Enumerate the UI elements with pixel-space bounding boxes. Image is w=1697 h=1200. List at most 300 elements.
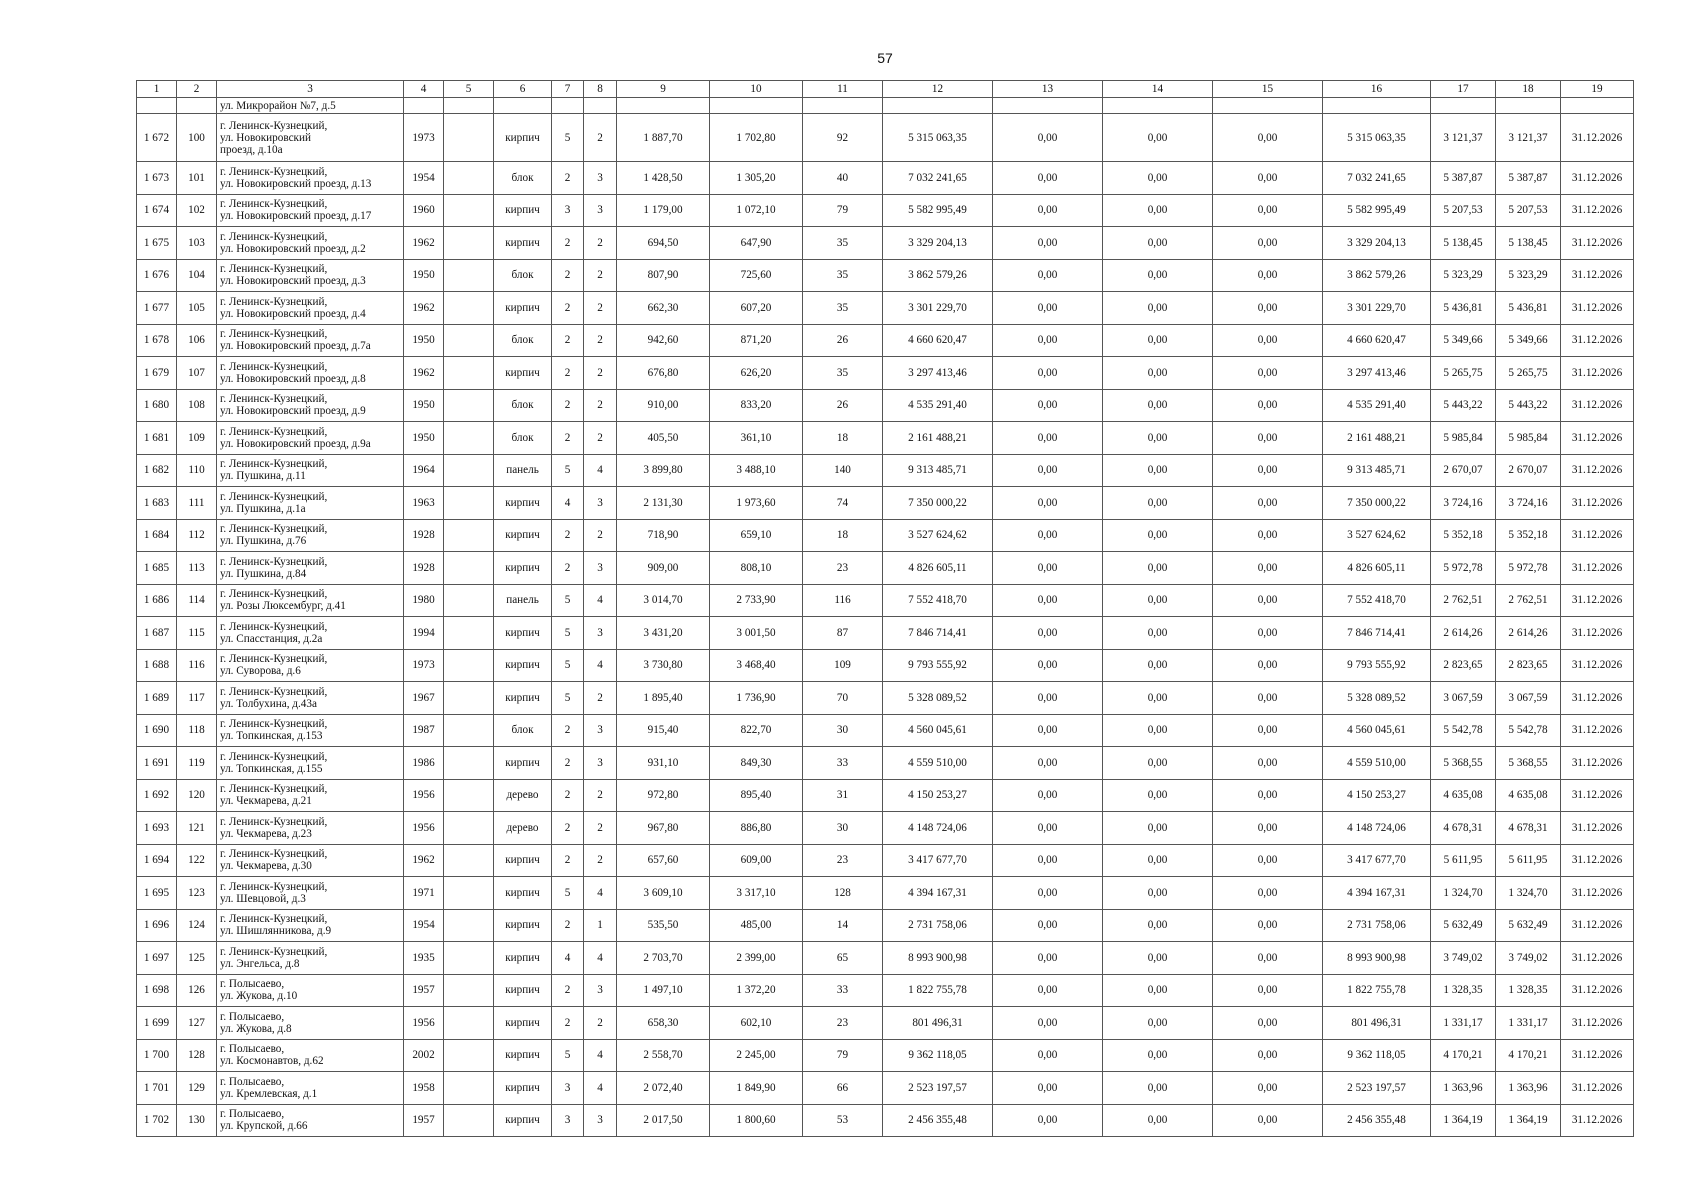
residents-cell: 140	[803, 454, 883, 487]
total-area-cell: 807,90	[617, 259, 710, 292]
floors-cell: 2	[552, 974, 584, 1007]
table-row	[137, 844, 1634, 877]
address-cell	[217, 909, 404, 942]
floors-cell: 3	[552, 1072, 584, 1105]
deadline-date-cell: 31.12.2026	[1561, 162, 1634, 195]
table-row	[137, 519, 1634, 552]
col-18-cell: 5 436,81	[1496, 292, 1561, 325]
row-index-cell: 100	[177, 114, 217, 162]
address-line: г. Ленинск-Кузнецкий,	[220, 295, 328, 308]
wall-material-cell: блок	[494, 389, 552, 422]
col-16-cell: 4 560 045,61	[1323, 714, 1431, 747]
col-16-cell: 9 362 118,05	[1323, 1039, 1431, 1072]
address-cell	[217, 114, 404, 162]
column-header-15: 15	[1213, 81, 1323, 98]
cell	[444, 98, 494, 114]
residents-cell: 40	[803, 162, 883, 195]
total-cost-cell: 4 826 605,11	[883, 552, 993, 585]
row-number-cell: 1 676	[137, 259, 177, 292]
entrances-cell: 3	[584, 1104, 617, 1137]
year-built-cell: 1950	[404, 324, 444, 357]
col-13-cell: 0,00	[993, 812, 1103, 845]
col-5-cell	[444, 227, 494, 260]
address-line: г. Ленинск-Кузнецкий,	[220, 458, 328, 471]
column-header-19: 19	[1561, 81, 1634, 98]
total-area-cell: 535,50	[617, 909, 710, 942]
floors-cell: 2	[552, 259, 584, 292]
col-13-cell: 0,00	[993, 747, 1103, 780]
col-5-cell	[444, 422, 494, 455]
residents-cell: 23	[803, 844, 883, 877]
table-row	[137, 1104, 1634, 1137]
cell	[494, 98, 552, 114]
entrances-cell: 4	[584, 877, 617, 910]
row-index-cell: 110	[177, 454, 217, 487]
wall-material-cell: кирпич	[494, 519, 552, 552]
col-14-cell: 0,00	[1103, 649, 1213, 682]
address-cell	[217, 357, 404, 390]
col-18-cell: 3 067,59	[1496, 682, 1561, 715]
col-17-cell: 4 678,31	[1431, 812, 1496, 845]
deadline-date-cell: 31.12.2026	[1561, 942, 1634, 975]
col-13-cell: 0,00	[993, 714, 1103, 747]
year-built-cell: 1962	[404, 292, 444, 325]
table-row	[137, 454, 1634, 487]
residents-cell: 53	[803, 1104, 883, 1137]
row-index-cell: 126	[177, 974, 217, 1007]
row-number-cell: 1 696	[137, 909, 177, 942]
col-5-cell	[444, 649, 494, 682]
deadline-date-cell: 31.12.2026	[1561, 974, 1634, 1007]
total-area-cell: 2 558,70	[617, 1039, 710, 1072]
col-13-cell: 0,00	[993, 324, 1103, 357]
col-5-cell	[444, 682, 494, 715]
year-built-cell: 1962	[404, 844, 444, 877]
col-16-cell: 3 297 413,46	[1323, 357, 1431, 390]
column-header-12: 12	[883, 81, 993, 98]
continuation-row	[137, 98, 1634, 114]
residents-cell: 35	[803, 259, 883, 292]
address-cell	[217, 389, 404, 422]
total-area-cell: 676,80	[617, 357, 710, 390]
address-line: г. Ленинск-Кузнецкий,	[220, 360, 328, 373]
address-line: г. Полысаево,	[220, 978, 285, 991]
entrances-cell: 4	[584, 1072, 617, 1105]
row-index-cell: 112	[177, 519, 217, 552]
living-area-cell: 1 800,60	[710, 1104, 803, 1137]
cell	[404, 98, 444, 114]
floors-cell: 3	[552, 1104, 584, 1137]
col-5-cell	[444, 877, 494, 910]
address-line: ул. Чекмарева, д.21	[220, 795, 312, 808]
col-15-cell: 0,00	[1213, 714, 1323, 747]
row-index-cell: 103	[177, 227, 217, 260]
row-number-cell: 1 698	[137, 974, 177, 1007]
col-17-cell: 5 323,29	[1431, 259, 1496, 292]
table-row	[137, 389, 1634, 422]
col-14-cell: 0,00	[1103, 114, 1213, 162]
table-row	[137, 259, 1634, 292]
deadline-date-cell: 31.12.2026	[1561, 519, 1634, 552]
table-row	[137, 747, 1634, 780]
deadline-date-cell: 31.12.2026	[1561, 909, 1634, 942]
total-cost-cell: 4 560 045,61	[883, 714, 993, 747]
col-5-cell	[444, 909, 494, 942]
deadline-date-cell: 31.12.2026	[1561, 649, 1634, 682]
total-area-cell: 2 131,30	[617, 487, 710, 520]
address-cell	[217, 454, 404, 487]
col-17-cell: 5 349,66	[1431, 324, 1496, 357]
col-5-cell	[444, 1039, 494, 1072]
year-built-cell: 1935	[404, 942, 444, 975]
total-cost-cell: 3 329 204,13	[883, 227, 993, 260]
address-cell	[217, 974, 404, 1007]
col-14-cell: 0,00	[1103, 812, 1213, 845]
year-built-cell: 1987	[404, 714, 444, 747]
year-built-cell: 1962	[404, 227, 444, 260]
row-index-cell: 125	[177, 942, 217, 975]
address-cell	[217, 844, 404, 877]
col-17-cell: 5 368,55	[1431, 747, 1496, 780]
col-16-cell: 4 559 510,00	[1323, 747, 1431, 780]
col-17-cell: 1 364,19	[1431, 1104, 1496, 1137]
entrances-cell: 2	[584, 389, 617, 422]
entrances-cell: 2	[584, 357, 617, 390]
table-row	[137, 194, 1634, 227]
address-line: ул. Новокировский проезд, д.8	[220, 372, 366, 385]
wall-material-cell: блок	[494, 162, 552, 195]
living-area-cell: 2 245,00	[710, 1039, 803, 1072]
row-number-cell: 1 673	[137, 162, 177, 195]
total-cost-cell: 9 793 555,92	[883, 649, 993, 682]
wall-material-cell: панель	[494, 584, 552, 617]
col-15-cell: 0,00	[1213, 1104, 1323, 1137]
address-cell	[217, 1039, 404, 1072]
total-area-cell: 910,00	[617, 389, 710, 422]
row-index-cell: 128	[177, 1039, 217, 1072]
row-number-cell: 1 691	[137, 747, 177, 780]
address-line: ул. Топкинская, д.153	[220, 730, 323, 743]
address-cell	[217, 292, 404, 325]
wall-material-cell: кирпич	[494, 909, 552, 942]
table-row	[137, 649, 1634, 682]
col-17-cell: 2 762,51	[1431, 584, 1496, 617]
col-17-cell: 5 207,53	[1431, 194, 1496, 227]
col-14-cell: 0,00	[1103, 357, 1213, 390]
cell	[1561, 98, 1634, 114]
col-5-cell	[444, 747, 494, 780]
col-13-cell: 0,00	[993, 194, 1103, 227]
column-header-2: 2	[177, 81, 217, 98]
col-13-cell: 0,00	[993, 942, 1103, 975]
wall-material-cell: кирпич	[494, 114, 552, 162]
column-header-8: 8	[584, 81, 617, 98]
col-15-cell: 0,00	[1213, 114, 1323, 162]
total-cost-cell: 9 362 118,05	[883, 1039, 993, 1072]
total-cost-cell: 1 822 755,78	[883, 974, 993, 1007]
floors-cell: 2	[552, 162, 584, 195]
year-built-cell: 1980	[404, 584, 444, 617]
address-line: г. Ленинск-Кузнецкий,	[220, 685, 328, 698]
col-5-cell	[444, 487, 494, 520]
deadline-date-cell: 31.12.2026	[1561, 714, 1634, 747]
address-line: ул. Новокировский проезд, д.2	[220, 242, 366, 255]
col-17-cell: 5 985,84	[1431, 422, 1496, 455]
col-13-cell: 0,00	[993, 584, 1103, 617]
col-18-cell: 1 328,35	[1496, 974, 1561, 1007]
col-13-cell: 0,00	[993, 422, 1103, 455]
col-18-cell: 5 972,78	[1496, 552, 1561, 585]
year-built-cell: 1956	[404, 812, 444, 845]
address-cell	[217, 519, 404, 552]
year-built-cell: 1963	[404, 487, 444, 520]
col-13-cell: 0,00	[993, 909, 1103, 942]
table-row	[137, 877, 1634, 910]
entrances-cell: 2	[584, 682, 617, 715]
floors-cell: 3	[552, 194, 584, 227]
row-number-cell: 1 684	[137, 519, 177, 552]
deadline-date-cell: 31.12.2026	[1561, 114, 1634, 162]
row-number-cell: 1 674	[137, 194, 177, 227]
entrances-cell: 2	[584, 519, 617, 552]
total-cost-cell: 2 523 197,57	[883, 1072, 993, 1105]
floors-cell: 2	[552, 552, 584, 585]
column-header-11: 11	[803, 81, 883, 98]
col-14-cell: 0,00	[1103, 324, 1213, 357]
address-line: ул. Кремлевская, д.1	[220, 1087, 318, 1100]
cell	[1323, 98, 1431, 114]
col-13-cell: 0,00	[993, 877, 1103, 910]
col-15-cell: 0,00	[1213, 747, 1323, 780]
living-area-cell: 602,10	[710, 1007, 803, 1040]
address-cell	[217, 324, 404, 357]
col-17-cell: 1 324,70	[1431, 877, 1496, 910]
col-5-cell	[444, 552, 494, 585]
address-line: ул. Энгельса, д.8	[220, 957, 300, 970]
col-15-cell: 0,00	[1213, 324, 1323, 357]
col-16-cell: 4 660 620,47	[1323, 324, 1431, 357]
living-area-cell: 2 733,90	[710, 584, 803, 617]
entrances-cell: 4	[584, 649, 617, 682]
col-13-cell: 0,00	[993, 519, 1103, 552]
entrances-cell: 3	[584, 747, 617, 780]
floors-cell: 5	[552, 584, 584, 617]
column-header-13: 13	[993, 81, 1103, 98]
wall-material-cell: кирпич	[494, 1007, 552, 1040]
col-15-cell: 0,00	[1213, 584, 1323, 617]
living-area-cell: 1 305,20	[710, 162, 803, 195]
entrances-cell: 3	[584, 714, 617, 747]
address-line: г. Ленинск-Кузнецкий,	[220, 425, 328, 438]
living-area-cell: 886,80	[710, 812, 803, 845]
entrances-cell: 2	[584, 844, 617, 877]
total-area-cell: 942,60	[617, 324, 710, 357]
total-cost-cell: 9 313 485,71	[883, 454, 993, 487]
table-row	[137, 552, 1634, 585]
total-cost-cell: 3 527 624,62	[883, 519, 993, 552]
col-18-cell: 5 368,55	[1496, 747, 1561, 780]
col-15-cell: 0,00	[1213, 1039, 1323, 1072]
housing-registry-table	[136, 80, 1634, 1137]
col-18-cell: 5 352,18	[1496, 519, 1561, 552]
deadline-date-cell: 31.12.2026	[1561, 292, 1634, 325]
wall-material-cell: кирпич	[494, 1104, 552, 1137]
row-number-cell: 1 701	[137, 1072, 177, 1105]
row-index-cell: 113	[177, 552, 217, 585]
col-16-cell: 5 315 063,35	[1323, 114, 1431, 162]
address-line: ул. Жукова, д.10	[220, 990, 298, 1003]
col-18-cell: 5 542,78	[1496, 714, 1561, 747]
col-15-cell: 0,00	[1213, 974, 1323, 1007]
col-17-cell: 5 352,18	[1431, 519, 1496, 552]
column-header-6: 6	[494, 81, 552, 98]
address-line: ул. Пушкина, д.76	[220, 535, 307, 548]
col-16-cell: 9 793 555,92	[1323, 649, 1431, 682]
row-number-cell: 1 694	[137, 844, 177, 877]
residents-cell: 128	[803, 877, 883, 910]
address-cell	[217, 1007, 404, 1040]
year-built-cell: 2002	[404, 1039, 444, 1072]
deadline-date-cell: 31.12.2026	[1561, 779, 1634, 812]
table-row	[137, 114, 1634, 162]
total-cost-cell: 5 582 995,49	[883, 194, 993, 227]
total-cost-cell: 3 297 413,46	[883, 357, 993, 390]
address-cell	[217, 1072, 404, 1105]
entrances-cell: 1	[584, 909, 617, 942]
year-built-cell: 1962	[404, 357, 444, 390]
col-17-cell: 4 635,08	[1431, 779, 1496, 812]
col-5-cell	[444, 779, 494, 812]
living-area-cell: 1 736,90	[710, 682, 803, 715]
col-14-cell: 0,00	[1103, 714, 1213, 747]
col-18-cell: 2 614,26	[1496, 617, 1561, 650]
address-line: ул. Розы Люксембург, д.41	[220, 600, 346, 613]
col-18-cell: 5 632,49	[1496, 909, 1561, 942]
address-line: ул. Чекмарева, д.23	[220, 827, 312, 840]
col-5-cell	[444, 812, 494, 845]
total-area-cell: 3 609,10	[617, 877, 710, 910]
col-18-cell: 2 670,07	[1496, 454, 1561, 487]
entrances-cell: 2	[584, 227, 617, 260]
col-17-cell: 5 443,22	[1431, 389, 1496, 422]
col-15-cell: 0,00	[1213, 162, 1323, 195]
row-number-cell: 1 695	[137, 877, 177, 910]
col-15-cell: 0,00	[1213, 487, 1323, 520]
residents-cell: 66	[803, 1072, 883, 1105]
floors-cell: 2	[552, 422, 584, 455]
address-cell	[217, 747, 404, 780]
col-15-cell: 0,00	[1213, 844, 1323, 877]
col-14-cell: 0,00	[1103, 1039, 1213, 1072]
deadline-date-cell: 31.12.2026	[1561, 357, 1634, 390]
row-number-cell: 1 686	[137, 584, 177, 617]
col-16-cell: 2 731 758,06	[1323, 909, 1431, 942]
address-line: г. Ленинск-Кузнецкий,	[220, 913, 328, 926]
col-16-cell: 4 150 253,27	[1323, 779, 1431, 812]
col-5-cell	[444, 259, 494, 292]
column-header-5: 5	[444, 81, 494, 98]
col-5-cell	[444, 1007, 494, 1040]
total-cost-cell: 2 456 355,48	[883, 1104, 993, 1137]
col-14-cell: 0,00	[1103, 389, 1213, 422]
column-header-10: 10	[710, 81, 803, 98]
row-number-cell: 1 675	[137, 227, 177, 260]
row-index-cell: 130	[177, 1104, 217, 1137]
col-15-cell: 0,00	[1213, 1007, 1323, 1040]
row-number-cell: 1 688	[137, 649, 177, 682]
address-cell	[217, 877, 404, 910]
residents-cell: 30	[803, 714, 883, 747]
wall-material-cell: кирпич	[494, 649, 552, 682]
row-index-cell: 114	[177, 584, 217, 617]
address-line: г. Ленинск-Кузнецкий,	[220, 328, 328, 341]
col-17-cell: 2 614,26	[1431, 617, 1496, 650]
row-index-cell: 115	[177, 617, 217, 650]
col-14-cell: 0,00	[1103, 747, 1213, 780]
floors-cell: 5	[552, 649, 584, 682]
row-index-cell: 122	[177, 844, 217, 877]
year-built-cell: 1986	[404, 747, 444, 780]
col-5-cell	[444, 1104, 494, 1137]
address-cell	[217, 649, 404, 682]
entrances-cell: 3	[584, 974, 617, 1007]
living-area-cell: 1 849,90	[710, 1072, 803, 1105]
living-area-cell: 1 702,80	[710, 114, 803, 162]
col-14-cell: 0,00	[1103, 909, 1213, 942]
cell	[1103, 98, 1213, 114]
address-line: г. Ленинск-Кузнецкий,	[220, 165, 328, 178]
deadline-date-cell: 31.12.2026	[1561, 552, 1634, 585]
row-number-cell: 1 685	[137, 552, 177, 585]
total-area-cell: 2 072,40	[617, 1072, 710, 1105]
table-row	[137, 714, 1634, 747]
col-17-cell: 5 265,75	[1431, 357, 1496, 390]
floors-cell: 2	[552, 747, 584, 780]
table-row	[137, 487, 1634, 520]
address-line: ул. Пушкина, д.11	[220, 470, 306, 483]
table-row	[137, 682, 1634, 715]
address-cell	[217, 259, 404, 292]
col-18-cell: 1 364,19	[1496, 1104, 1561, 1137]
col-17-cell: 5 632,49	[1431, 909, 1496, 942]
entrances-cell: 2	[584, 292, 617, 325]
living-area-cell: 607,20	[710, 292, 803, 325]
col-13-cell: 0,00	[993, 974, 1103, 1007]
address-line: ул. Топкинская, д.155	[220, 762, 323, 775]
row-index-cell: 116	[177, 649, 217, 682]
col-16-cell: 7 350 000,22	[1323, 487, 1431, 520]
entrances-cell: 4	[584, 454, 617, 487]
col-5-cell	[444, 844, 494, 877]
col-13-cell: 0,00	[993, 1072, 1103, 1105]
col-13-cell: 0,00	[993, 454, 1103, 487]
address-line: ул. Шишлянникова, д.9	[220, 925, 332, 938]
wall-material-cell: дерево	[494, 779, 552, 812]
wall-material-cell: кирпич	[494, 487, 552, 520]
entrances-cell: 3	[584, 194, 617, 227]
total-area-cell: 658,30	[617, 1007, 710, 1040]
floors-cell: 2	[552, 389, 584, 422]
deadline-date-cell: 31.12.2026	[1561, 877, 1634, 910]
total-area-cell: 1 179,00	[617, 194, 710, 227]
address-line: г. Полысаево,	[220, 1075, 285, 1088]
wall-material-cell: кирпич	[494, 747, 552, 780]
col-17-cell: 1 331,17	[1431, 1007, 1496, 1040]
col-18-cell: 4 170,21	[1496, 1039, 1561, 1072]
col-13-cell: 0,00	[993, 1104, 1103, 1137]
address-cell	[217, 422, 404, 455]
wall-material-cell: кирпич	[494, 552, 552, 585]
